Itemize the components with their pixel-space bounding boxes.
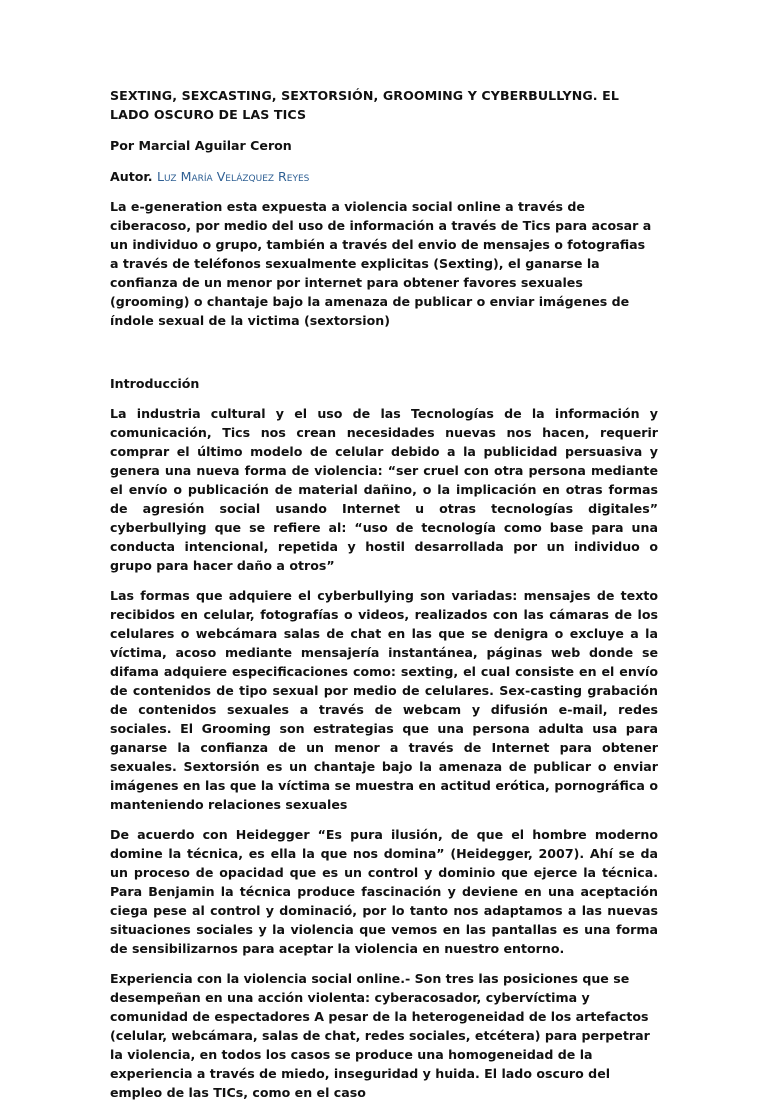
author-line [110,167,658,186]
document-page [110,86,658,1102]
body-paragraph-4: Experiencia con la violencia social online.- Son tres las posiciones que se desempeñan en una acción violenta: cyberacosador, cybervíctima y comunidad de espectadores A pesar de la heterogeneidad de los artefactos (celular, webcámara, salas de chat, redes sociales, etcétera) para perpetrar la violencia, en todos los casos se produce una homogeneidad de la experiencia a través de miedo, inseguridad y huida. El lado oscuro del empleo de las TICs, como en el caso [110,971,650,1100]
section-heading-introduccion: Introducción [110,376,200,391]
body-paragraph-2: Las formas que adquiere el cyberbullying son variadas: mensajes de texto recibidos en celular, fotografías o videos, realizados con las cámaras de los celulares o webcámara salas de chat en las que se denigra o excluye a la víctima, acoso mediante mensajería instantánea, páginas web donde se difama adquiere especificaciones como: sexting, el cual consiste en el envío de contenidos de tipo sexual por medio de celulares. Sex-casting grabación de contenidos sexuales a través de webcam y difusión e-mail, redes sociales. El Grooming son estrategias que una persona adulta usa para ganarse la confianza de un menor a través de Internet para obtener sexuales. Sextorsión es un chantaje bajo la amenaza de publicar o enviar imágenes en las que la víctima se muestra en actitud erótica, pornográfica o manteniendo relaciones sexuales [110,588,658,812]
byline: Por Marcial Aguilar Ceron [110,138,292,153]
document-title: SEXTING, SEXCASTING, SEXTORSIÓN, GROOMING Y CYBERBULLYNG. EL LADO OSCURO DE LAS TICS [110,88,619,122]
body-paragraph-3: De acuerdo con Heidegger “Es pura ilusión, de que el hombre moderno domine la técnica, es ella la que nos domina” (Heidegger, 2007). Ahí se da un proceso de opacidad que es un control y dominio que ejerce la técnica. Para Benjamin la técnica produce fascinación y deviene en una aceptación ciega pese al control y dominació, por lo tanto nos adaptamos a las nuevas situaciones sociales y la violencia que vemos en las pantallas es una forma de sensibilizarnos para aceptar la violencia en nuestro entorno. [110,827,658,956]
abstract-paragraph: La e-generation esta expuesta a violencia social online a través de ciberacoso, por medio del uso de información a través de Tics para acosar a un individuo o grupo, también a través del envio de mensajes o fotografias a través de teléfonos sexualmente explicitas (Sexting), el ganarse la confianza de un menor por internet para obtener favores sexuales (grooming) o chantaje bajo la amenaza de publicar o enviar imágenes de índole sexual de la victima (sextorsion) [110,199,652,328]
body-paragraph-1: La industria cultural y el uso de las Tecnologías de la información y comunicación, Tics nos crean necesidades nuevas nos hacen, requerir comprar el último modelo de celular debido a la publicidad persuasiva y genera una nueva forma de violencia: “ser cruel con otra persona mediante el envío o publicación de material dañino, o la implicación en otras formas de agresión social usando Internet u otras tecnologías digitales” cyberbullying que se refiere al: “uso de tecnología como base para una conducta intencional, repetida y hostil desarrollada por un individuo o grupo para hacer daño a otros” [110,406,658,573]
author-label: Autor. [110,169,153,184]
author-name-link[interactable]: Luz María Velázquez Reyes [156,169,310,184]
